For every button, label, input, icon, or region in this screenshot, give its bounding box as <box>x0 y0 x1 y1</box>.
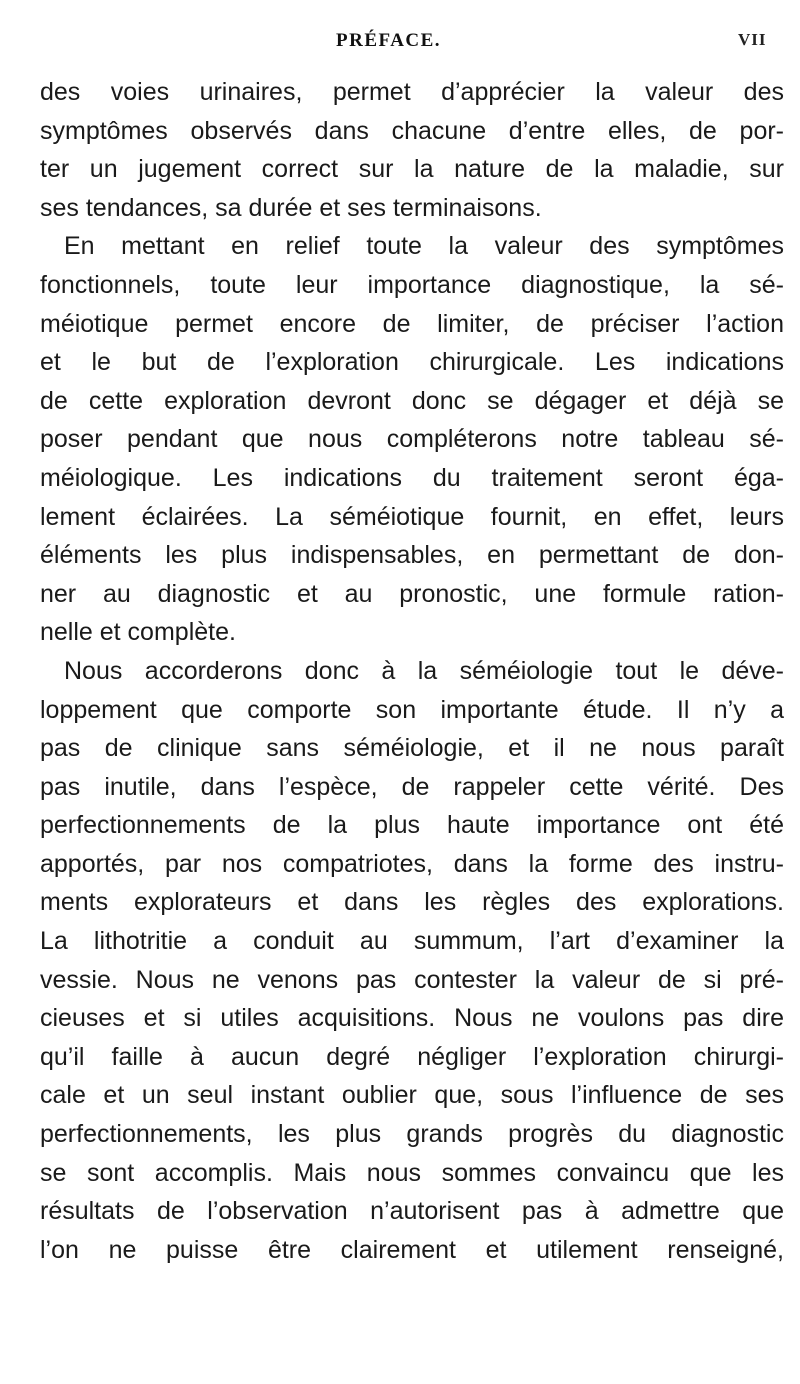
paragraph <box>40 73 784 227</box>
text-line: cale et un seul instant oublier que, sous l’influence de ses <box>40 1081 784 1110</box>
text-line: vessie. Nous ne venons pas contester la valeur de si pré- <box>40 965 784 994</box>
text-line: résultats de l’observation n’autorisent pas à admettre que <box>40 1197 784 1226</box>
text-line: ments explorateurs et dans les règles des explorations. <box>40 888 784 917</box>
text-line: se sont accomplis. Mais nous sommes convaincu que les <box>40 1158 784 1187</box>
text-line: méiotique permet encore de limiter, de préciser l’action <box>40 309 784 338</box>
text-line: et le but de l’exploration chirurgicale. Les indications <box>40 348 784 377</box>
text-line: cieuses et si utiles acquisitions. Nous ne voulons pas dire <box>40 1004 784 1033</box>
header-title: PRÉFACE. <box>336 30 442 51</box>
text-line: En mettant en relief toute la valeur des symptômes <box>64 232 784 261</box>
paragraph <box>40 227 784 652</box>
paragraph <box>40 652 784 1270</box>
text-line: méiologique. Les indications du traitement seront éga- <box>40 463 784 492</box>
text-line: des voies urinaires, permet d’apprécier la valeur des <box>40 78 784 106</box>
text-line: lement éclairées. La séméiotique fournit, en effet, leurs <box>40 502 784 531</box>
text-line: éléments les plus indispensables, en permettant de don- <box>40 541 784 570</box>
text-line: symptômes observés dans chacune d’entre elles, de por- <box>40 116 784 145</box>
text-line: perfectionnements, les plus grands progrès du diagnostic <box>40 1120 784 1149</box>
text-line: qu’il faille à aucun degré négliger l’exploration chirurgi- <box>40 1042 784 1071</box>
text-line: fonctionnels, toute leur importance diagnostique, la sé- <box>40 270 784 299</box>
text-line: ter un jugement correct sur la nature de la maladie, sur <box>40 155 784 184</box>
text-line: apportés, par nos compatriotes, dans la forme des instru- <box>40 849 784 878</box>
page-number: VII <box>738 30 767 49</box>
text-line: poser pendant que nous compléterons notre tableau sé- <box>40 425 784 454</box>
text-line: l’on ne puisse être clairement et utilement renseigné, <box>40 1235 784 1264</box>
text-line: nelle et complète. <box>40 618 236 647</box>
text-line: ner au diagnostic et au pronostic, une formule ration- <box>40 579 784 608</box>
text-line: loppement que comporte son importante étude. Il n’y a <box>40 695 784 724</box>
text-line: Nous accorderons donc à la séméiologie tout le déve- <box>64 656 784 685</box>
text-line: pas inutile, dans l’espèce, de rappeler cette vérité. Des <box>40 772 784 801</box>
text-line: pas de clinique sans séméiologie, et il ne nous paraît <box>40 734 784 763</box>
text-line: La lithotritie a conduit au summum, l’art d’examiner la <box>40 927 784 956</box>
running-header <box>0 30 800 60</box>
text-line: perfectionnements de la plus haute importance ont été <box>40 811 784 840</box>
text-line: ses tendances, sa durée et ses terminaisons. <box>40 193 542 222</box>
body-text <box>40 73 784 1269</box>
text-line: de cette exploration devront donc se dégager et déjà se <box>40 386 784 415</box>
